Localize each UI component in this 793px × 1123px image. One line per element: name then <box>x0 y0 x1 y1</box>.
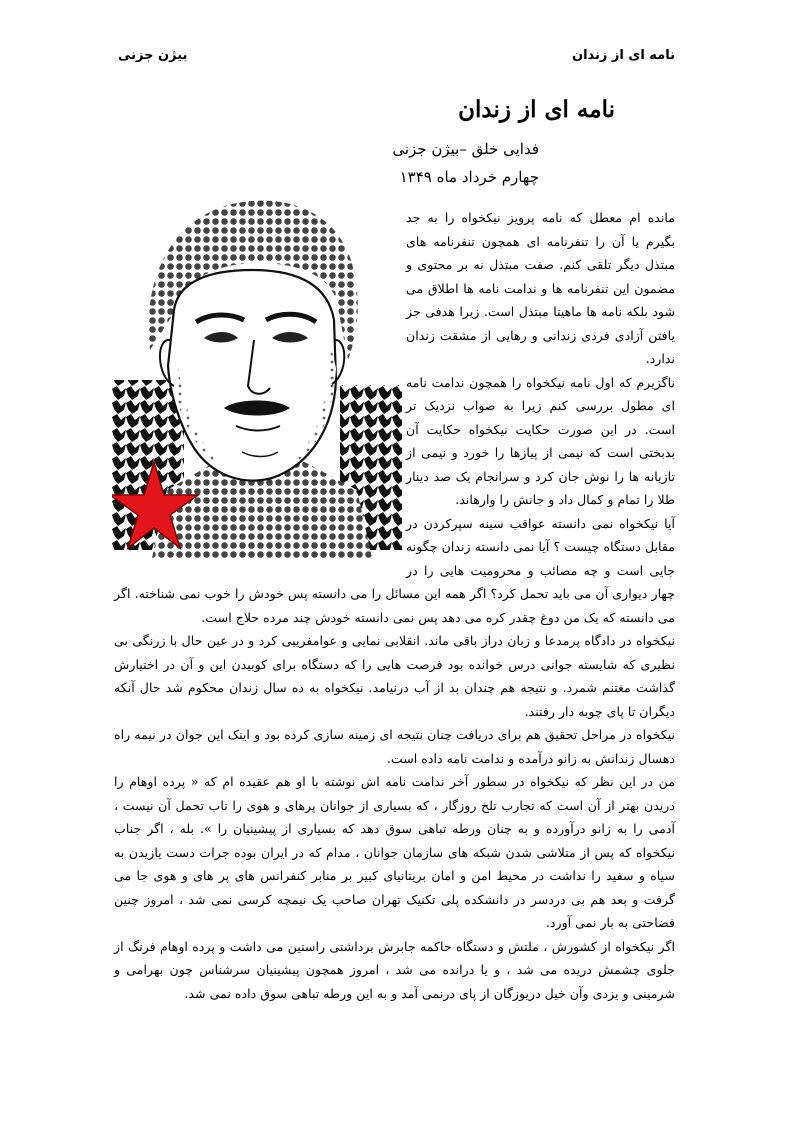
paragraph: من در این نظر که نیکخواه در سطور آخر ندامت نامه اش نوشته با او هم عقیده ام که « پرده اوهام را دریدن بهتر از آن است که تجارب تلخ روزگار ، که بسیاری از جوانان پرهای و هوی را تاب تحمل آن نیست ، آدمی را به زانو درآورده و به چنان ورطه تباهی سوق دهد که بسیاری از پیشینیان را ». بله ، اگر جناب نیکخواه که پس از متلاشی شدن شبکه های سازمان جوانان ، مدام که در ایران بوده جرات دست یازیدن به سیاه و سفید را نداشت در محیط امن و امان بریتانیای کبیر بر منابر کنفرانس های پر های و هوی جا می گرفت و بعد هم بی دردسر در دانشکده پلی تکنیک تهران صاحب یک نیمچه کرسی نمی شد ، امروز چنین فضاحتی به بار نمی آورد. <box>114 774 675 930</box>
paragraph: آیا نیکخواه نمی دانسته عواقب سینه سپرکردن در مقابل دستگاه چیست ؟ آیا نمی دانسته زندان چگونه جایی است و چه مصائب و محرومیت هایی را در چهار دیواری آن می باید تحمل کرد؟ اگر همه این مسائل را می دانسته پس خودش را خوب نمی شناخته. اگر می دانسته که یک من دوغ چقدر کره می دهد پس نمی دانسته خودش چند مرده حلاج است. <box>114 515 675 625</box>
paragraph: مانده ام معطل که نامه پرویز نیکخواه را به جد بگیرم یا آن را تنفرنامه ای همچون تنفرنامه های مبتذل دیگر تلقی کنم. صفت مبتذل نه بر محتوی و مضمون این تنفرنامه ها و ندامت نامه ها اطلاق می شود بلکه نامه ها ماهیتا مبتذل است. زیرا هدفی جز یافتن آزادی فردی زندانی و رهایی از مشقت زندان ندارد. <box>406 210 675 366</box>
author-line: فدایی خلق –بیژن جزنی <box>392 140 539 158</box>
paragraph: نیکخواه در مراحل تحقیق هم برای دریافت چنان نتیجه ای زمینه سازی کرده بود و اینک این جوان در نیمه راه دهسال زندانش به زانو درآمده و ندامت نامه داده است. <box>114 727 675 766</box>
date-line: چهارم خرداد ماه ۱۳۴۹ <box>399 168 539 186</box>
paragraph: ناگزیرم که اول نامه نیکخواه را همچون ندامت نامه ای مطول بررسی کنم زیرا به صواب نزدیک تر است. در این صورت حکایت نیکخواه حکایت آن بدبختی است که نیمی از پیازها را خورد و نیمی از تازیانه ها را نوش جان کرد و سرانجام یک صد دینار طلا را تمام و کمال داد و جانش را وارهاند. <box>406 374 675 507</box>
running-header-author: بیژن جزنی <box>118 48 188 63</box>
paragraph: اگر نیکخواه از کشورش ، ملتش و دستگاه حاکمه جابرش برداشتی راستین می داشت و پرده اوهام فرنگ از جلوی چشمش دریده می شد ، و یا درانده می شد ، امروز همچون پیشینیان سرشناس چون بهرامی و شرمینی و یزدی وآن خیل دریوزگان از پای درنمی آمد و به این ورطه تباهی سوق داده نمی شد. <box>114 938 675 1001</box>
running-header-title: نامه ای از زندان <box>571 48 675 63</box>
article-body <box>114 206 675 1005</box>
paragraph: نیکخواه در دادگاه پرمدعا و زبان دراز باقی ماند. انقلابی نمایی و عوامفریبی کرد و در عین حال با زرنگی بی نظیری که شایسته جوانی درس خوانده بود فرصت هایی را که دستگاه برای کوبیدن این و آن در اختیارش گذاشت مغتنم شمرد. و نتیجه هم چندان بد از آب درنیامد. نیکخواه به ده سال زندان محکوم شد حال آنکه دیگران تا پای چوبه دار رفتند. <box>114 633 675 719</box>
document-title: نامه ای از زندان <box>458 96 615 123</box>
